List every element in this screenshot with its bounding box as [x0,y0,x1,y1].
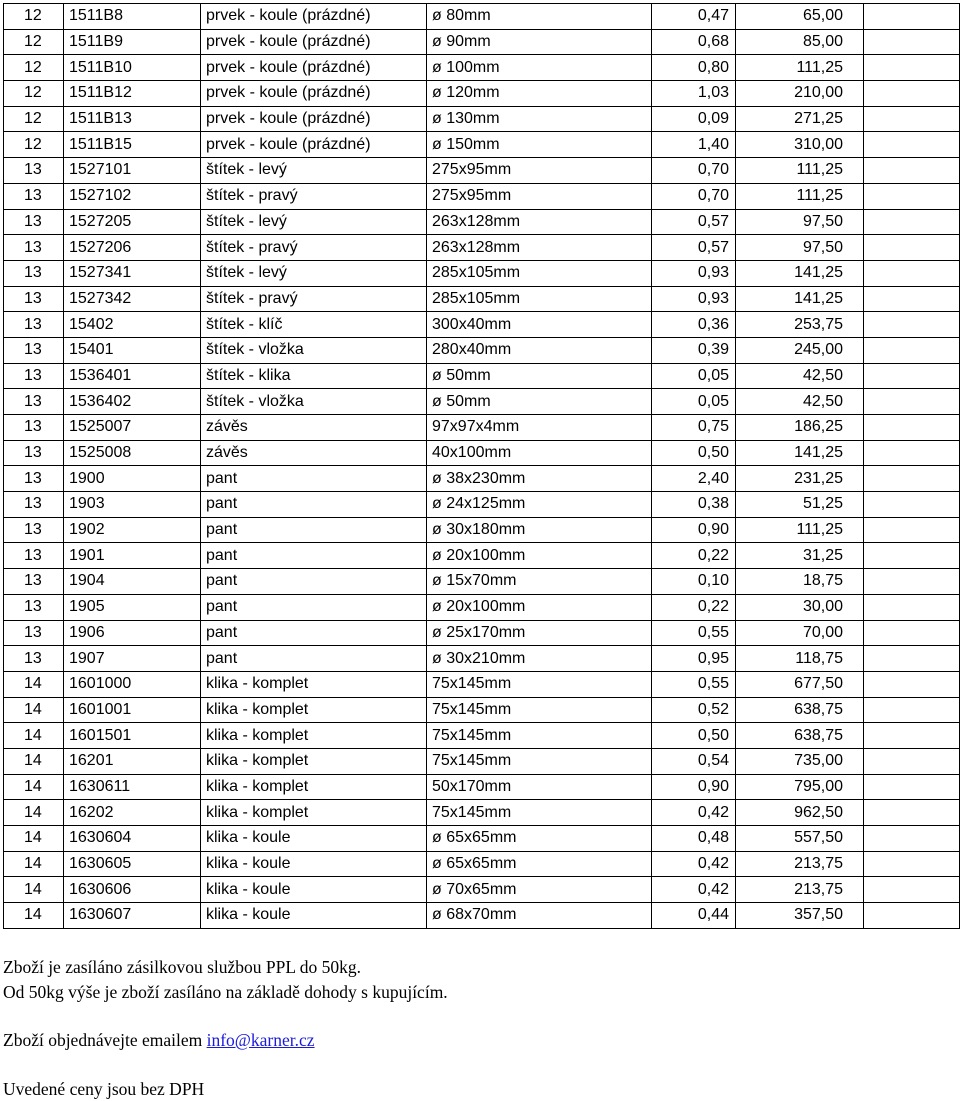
dimension-cell: 75x145mm [427,723,652,749]
dimension-cell: ø 65x65mm [427,826,652,852]
price-cell: 70,00 [736,620,864,646]
shipping-note-1: Zboží je zasíláno zásilkovou službou PPL do 50kg. [3,957,362,977]
group-cell: 13 [4,363,64,389]
name-cell: štítek - levý [201,158,427,184]
dimension-cell: ø 24x125mm [427,492,652,518]
code-cell: 16201 [64,748,201,774]
price-cell: 795,00 [736,774,864,800]
weight-cell: 0,39 [652,337,736,363]
name-cell: pant [201,594,427,620]
dimension-cell: ø 20x100mm [427,594,652,620]
weight-cell: 0,90 [652,774,736,800]
code-cell: 1511B10 [64,55,201,81]
group-cell: 13 [4,440,64,466]
table-row [4,569,960,595]
price-cell: 85,00 [736,29,864,55]
code-cell: 1630607 [64,903,201,929]
group-cell: 13 [4,235,64,261]
table-row [4,235,960,261]
dimension-cell: 263x128mm [427,209,652,235]
table-row [4,466,960,492]
empty-cell [864,183,960,209]
table-row [4,492,960,518]
empty-cell [864,800,960,826]
group-cell: 13 [4,466,64,492]
name-cell: závěs [201,415,427,441]
dimension-cell: ø 68x70mm [427,903,652,929]
name-cell: prvek - koule (prázdné) [201,29,427,55]
empty-cell [864,517,960,543]
empty-cell [864,4,960,30]
code-cell: 1630605 [64,851,201,877]
code-cell: 1905 [64,594,201,620]
price-cell: 962,50 [736,800,864,826]
price-cell: 31,25 [736,543,864,569]
price-cell: 210,00 [736,81,864,107]
dimension-cell: ø 65x65mm [427,851,652,877]
group-cell: 12 [4,81,64,107]
code-cell: 1536402 [64,389,201,415]
empty-cell [864,312,960,338]
empty-cell [864,389,960,415]
code-cell: 1527205 [64,209,201,235]
empty-cell [864,569,960,595]
name-cell: klika - komplet [201,774,427,800]
group-cell: 13 [4,312,64,338]
name-cell: pant [201,646,427,672]
price-cell: 677,50 [736,671,864,697]
group-cell: 13 [4,337,64,363]
table-row [4,903,960,929]
price-cell: 557,50 [736,826,864,852]
group-cell: 13 [4,209,64,235]
name-cell: štítek - pravý [201,286,427,312]
name-cell: pant [201,620,427,646]
weight-cell: 0,80 [652,55,736,81]
price-cell: 245,00 [736,337,864,363]
group-cell: 13 [4,415,64,441]
weight-cell: 0,50 [652,723,736,749]
weight-cell: 0,93 [652,260,736,286]
weight-cell: 0,47 [652,4,736,30]
table-row [4,183,960,209]
weight-cell: 0,68 [652,29,736,55]
price-cell: 357,50 [736,903,864,929]
code-cell: 1527341 [64,260,201,286]
order-email-link[interactable]: info@karner.cz [206,1030,315,1050]
code-cell: 1511B13 [64,106,201,132]
dimension-cell: 300x40mm [427,312,652,338]
name-cell: štítek - klika [201,363,427,389]
group-cell: 14 [4,748,64,774]
weight-cell: 0,50 [652,440,736,466]
price-cell: 51,25 [736,492,864,518]
dimension-cell: 285x105mm [427,260,652,286]
dimension-cell: 75x145mm [427,671,652,697]
name-cell: klika - koule [201,826,427,852]
dimension-cell: ø 150mm [427,132,652,158]
name-cell: prvek - koule (prázdné) [201,4,427,30]
code-cell: 16202 [64,800,201,826]
weight-cell: 0,55 [652,620,736,646]
code-cell: 1903 [64,492,201,518]
price-cell: 253,75 [736,312,864,338]
dimension-cell: ø 30x180mm [427,517,652,543]
name-cell: klika - komplet [201,748,427,774]
weight-cell: 0,42 [652,851,736,877]
empty-cell [864,466,960,492]
name-cell: klika - koule [201,851,427,877]
empty-cell [864,363,960,389]
weight-cell: 0,22 [652,594,736,620]
price-cell: 213,75 [736,877,864,903]
weight-cell: 0,93 [652,286,736,312]
empty-cell [864,671,960,697]
empty-cell [864,106,960,132]
name-cell: klika - komplet [201,671,427,697]
empty-cell [864,594,960,620]
table-row [4,826,960,852]
price-cell: 111,25 [736,55,864,81]
group-cell: 14 [4,671,64,697]
table-row [4,4,960,30]
group-cell: 12 [4,4,64,30]
price-cell: 111,25 [736,517,864,543]
group-cell: 12 [4,55,64,81]
dimension-cell: ø 25x170mm [427,620,652,646]
name-cell: pant [201,543,427,569]
group-cell: 14 [4,774,64,800]
price-cell: 231,25 [736,466,864,492]
group-cell: 13 [4,594,64,620]
dimension-cell: ø 120mm [427,81,652,107]
weight-cell: 0,70 [652,158,736,184]
group-cell: 13 [4,389,64,415]
price-cell: 30,00 [736,594,864,620]
weight-cell: 0,22 [652,543,736,569]
name-cell: klika - komplet [201,697,427,723]
price-cell: 141,25 [736,260,864,286]
price-cell: 111,25 [736,158,864,184]
price-cell: 118,75 [736,646,864,672]
weight-cell: 0,05 [652,363,736,389]
code-cell: 1601000 [64,671,201,697]
price-cell: 271,25 [736,106,864,132]
code-cell: 1525008 [64,440,201,466]
code-cell: 1630604 [64,826,201,852]
empty-cell [864,158,960,184]
weight-cell: 0,54 [652,748,736,774]
empty-cell [864,903,960,929]
price-table [3,3,960,929]
weight-cell: 0,70 [652,183,736,209]
group-cell: 14 [4,826,64,852]
price-cell: 111,25 [736,183,864,209]
empty-cell [864,543,960,569]
code-cell: 1527102 [64,183,201,209]
dimension-cell: ø 50mm [427,363,652,389]
empty-cell [864,851,960,877]
weight-cell: 0,55 [652,671,736,697]
table-row [4,81,960,107]
price-cell: 18,75 [736,569,864,595]
price-cell: 638,75 [736,723,864,749]
name-cell: štítek - vložka [201,337,427,363]
table-row [4,337,960,363]
code-cell: 1511B12 [64,81,201,107]
name-cell: prvek - koule (prázdné) [201,106,427,132]
empty-cell [864,620,960,646]
weight-cell: 0,09 [652,106,736,132]
table-row [4,748,960,774]
dimension-cell: 285x105mm [427,286,652,312]
code-cell: 15402 [64,312,201,338]
code-cell: 1527342 [64,286,201,312]
group-cell: 13 [4,569,64,595]
price-cell: 213,75 [736,851,864,877]
group-cell: 14 [4,723,64,749]
table-row [4,106,960,132]
dimension-cell: ø 38x230mm [427,466,652,492]
price-cell: 141,25 [736,286,864,312]
weight-cell: 0,95 [652,646,736,672]
group-cell: 12 [4,29,64,55]
empty-cell [864,697,960,723]
price-cell: 638,75 [736,697,864,723]
empty-cell [864,235,960,261]
group-cell: 14 [4,903,64,929]
table-row [4,286,960,312]
group-cell: 13 [4,158,64,184]
table-row [4,55,960,81]
empty-cell [864,81,960,107]
price-cell: 42,50 [736,363,864,389]
dimension-cell: 263x128mm [427,235,652,261]
order-note-prefix: Zboží objednávejte emailem [3,1030,207,1050]
table-row [4,440,960,466]
name-cell: klika - komplet [201,723,427,749]
table-row [4,671,960,697]
table-row [4,646,960,672]
weight-cell: 0,90 [652,517,736,543]
code-cell: 1900 [64,466,201,492]
price-cell: 310,00 [736,132,864,158]
weight-cell: 1,40 [652,132,736,158]
price-cell: 42,50 [736,389,864,415]
group-cell: 13 [4,517,64,543]
price-cell: 141,25 [736,440,864,466]
code-cell: 1527206 [64,235,201,261]
weight-cell: 0,75 [652,415,736,441]
table-row [4,260,960,286]
table-row [4,158,960,184]
table-row [4,723,960,749]
code-cell: 1601001 [64,697,201,723]
empty-cell [864,826,960,852]
group-cell: 13 [4,260,64,286]
weight-cell: 0,36 [652,312,736,338]
table-row [4,415,960,441]
code-cell: 1536401 [64,363,201,389]
code-cell: 15401 [64,337,201,363]
empty-cell [864,723,960,749]
weight-cell: 0,44 [652,903,736,929]
price-cell: 735,00 [736,748,864,774]
table-row [4,132,960,158]
shipping-note-2: Od 50kg výše je zboží zasíláno na základě dohody s kupujícím. [3,981,448,1002]
dimension-cell: ø 70x65mm [427,877,652,903]
empty-cell [864,209,960,235]
name-cell: prvek - koule (prázdné) [201,55,427,81]
empty-cell [864,877,960,903]
empty-cell [864,55,960,81]
table-row [4,543,960,569]
code-cell: 1511B15 [64,132,201,158]
weight-cell: 0,42 [652,800,736,826]
name-cell: klika - koule [201,877,427,903]
name-cell: štítek - vložka [201,389,427,415]
empty-cell [864,132,960,158]
code-cell: 1630606 [64,877,201,903]
dimension-cell: ø 15x70mm [427,569,652,595]
name-cell: prvek - koule (prázdné) [201,132,427,158]
empty-cell [864,286,960,312]
group-cell: 13 [4,183,64,209]
group-cell: 13 [4,646,64,672]
empty-cell [864,774,960,800]
name-cell: závěs [201,440,427,466]
weight-cell: 1,03 [652,81,736,107]
dimension-cell: 275x95mm [427,183,652,209]
dimension-cell: 50x170mm [427,774,652,800]
table-body [4,4,960,929]
group-cell: 13 [4,286,64,312]
dimension-cell: ø 90mm [427,29,652,55]
name-cell: štítek - pravý [201,235,427,261]
table-row [4,209,960,235]
empty-cell [864,415,960,441]
dimension-cell: 40x100mm [427,440,652,466]
table-row [4,800,960,826]
code-cell: 1902 [64,517,201,543]
code-cell: 1511B9 [64,29,201,55]
group-cell: 13 [4,543,64,569]
code-cell: 1904 [64,569,201,595]
weight-cell: 0,42 [652,877,736,903]
code-cell: 1511B8 [64,4,201,30]
price-cell: 186,25 [736,415,864,441]
name-cell: pant [201,569,427,595]
dimension-cell: 75x145mm [427,748,652,774]
group-cell: 12 [4,106,64,132]
code-cell: 1630611 [64,774,201,800]
dimension-cell: ø 100mm [427,55,652,81]
vat-note: Uvedené ceny jsou bez DPH [3,1078,205,1099]
weight-cell: 0,57 [652,209,736,235]
name-cell: štítek - klíč [201,312,427,338]
table-row [4,774,960,800]
code-cell: 1527101 [64,158,201,184]
order-note [3,1028,448,1053]
name-cell: klika - komplet [201,800,427,826]
table-row [4,620,960,646]
weight-cell: 0,48 [652,826,736,852]
name-cell: štítek - pravý [201,183,427,209]
dimension-cell: 275x95mm [427,158,652,184]
empty-cell [864,29,960,55]
group-cell: 14 [4,851,64,877]
empty-cell [864,748,960,774]
table-row [4,851,960,877]
table-row [4,594,960,620]
group-cell: 12 [4,132,64,158]
dimension-cell: 280x40mm [427,337,652,363]
name-cell: štítek - levý [201,260,427,286]
empty-cell [864,260,960,286]
name-cell: pant [201,517,427,543]
name-cell: štítek - levý [201,209,427,235]
group-cell: 13 [4,492,64,518]
table-row [4,517,960,543]
code-cell: 1525007 [64,415,201,441]
table-row [4,877,960,903]
weight-cell: 0,52 [652,697,736,723]
dimension-cell: ø 130mm [427,106,652,132]
group-cell: 14 [4,697,64,723]
group-cell: 13 [4,620,64,646]
table-row [4,389,960,415]
price-cell: 65,00 [736,4,864,30]
code-cell: 1601501 [64,723,201,749]
dimension-cell: 97x97x4mm [427,415,652,441]
empty-cell [864,337,960,363]
notes [3,955,448,1101]
empty-cell [864,440,960,466]
dimension-cell: ø 50mm [427,389,652,415]
dimension-cell: ø 30x210mm [427,646,652,672]
name-cell: prvek - koule (prázdné) [201,81,427,107]
dimension-cell: ø 20x100mm [427,543,652,569]
empty-cell [864,492,960,518]
dimension-cell: ø 80mm [427,4,652,30]
dimension-cell: 75x145mm [427,800,652,826]
group-cell: 14 [4,877,64,903]
table-row [4,697,960,723]
code-cell: 1907 [64,646,201,672]
code-cell: 1906 [64,620,201,646]
weight-cell: 0,10 [652,569,736,595]
weight-cell: 0,38 [652,492,736,518]
code-cell: 1901 [64,543,201,569]
table-row [4,312,960,338]
table-row [4,29,960,55]
empty-cell [864,646,960,672]
weight-cell: 0,57 [652,235,736,261]
name-cell: klika - koule [201,903,427,929]
price-cell: 97,50 [736,235,864,261]
group-cell: 14 [4,800,64,826]
dimension-cell: 75x145mm [427,697,652,723]
weight-cell: 2,40 [652,466,736,492]
name-cell: pant [201,466,427,492]
weight-cell: 0,05 [652,389,736,415]
name-cell: pant [201,492,427,518]
price-cell: 97,50 [736,209,864,235]
table-row [4,363,960,389]
